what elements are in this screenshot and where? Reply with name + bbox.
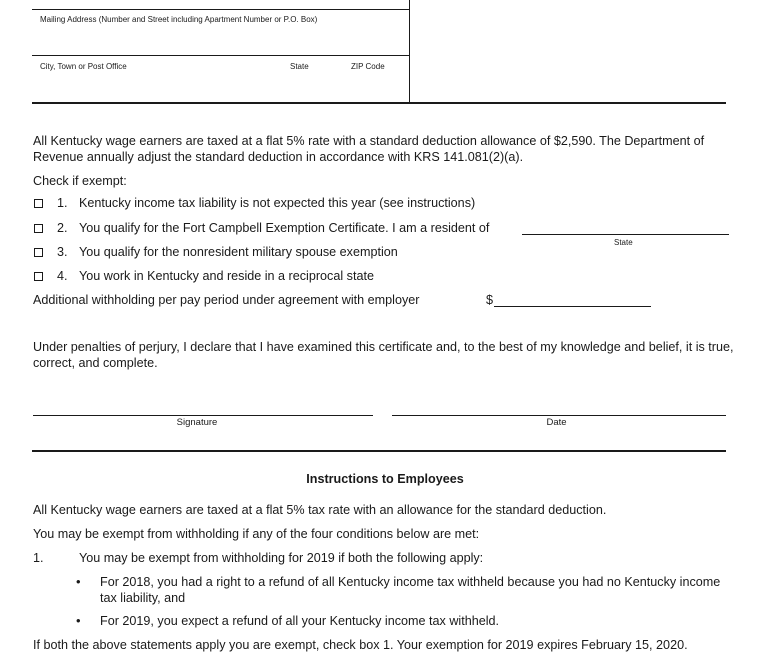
mailing-address-label: Mailing Address (Number and Street including Apartment Number or P.O. Box) bbox=[40, 15, 318, 24]
bullet-1-marker: • bbox=[76, 574, 81, 589]
exemption-2-number: 2. bbox=[57, 221, 68, 235]
state-label: State bbox=[290, 62, 309, 71]
exemption-4-number: 4. bbox=[57, 269, 68, 283]
exemption-3-number: 3. bbox=[57, 245, 68, 259]
exemption-2-text: You qualify for the Fort Campbell Exemption Certificate. I am a resident of bbox=[79, 221, 490, 235]
bullet-2-text: For 2019, you expect a refund of all your Kentucky income tax withheld. bbox=[100, 614, 500, 628]
instructions-item-1-number: 1. bbox=[33, 551, 44, 565]
date-line[interactable] bbox=[392, 415, 726, 416]
resident-state-line[interactable] bbox=[522, 234, 729, 235]
resident-state-label: State bbox=[614, 238, 633, 247]
bullet-1-text: For 2018, you had a right to a refund of all Kentucky income tax withheld because you had no Kentucky income tax liability, and bbox=[100, 575, 721, 605]
section-divider bbox=[32, 450, 726, 452]
address-top-divider bbox=[32, 9, 409, 10]
instructions-heading: Instructions to Employees bbox=[306, 472, 464, 486]
signature-label: Signature bbox=[176, 417, 218, 428]
instructions-para-1: All Kentucky wage earners are taxed at a flat 5% tax rate with an allowance for the standard deduction. bbox=[33, 503, 607, 517]
exemption-3-checkbox[interactable] bbox=[34, 248, 43, 257]
currency-symbol: $ bbox=[486, 293, 494, 307]
exemption-1-checkbox[interactable] bbox=[34, 199, 43, 208]
exemption-4-text: You work in Kentucky and reside in a reciprocal state bbox=[79, 269, 374, 283]
exemption-1-number: 1. bbox=[57, 196, 68, 210]
additional-withholding-label: Additional withholding per pay period under agreement with employer bbox=[33, 293, 420, 307]
exemption-1-text: Kentucky income tax liability is not expected this year (see instructions) bbox=[79, 196, 476, 210]
zip-label: ZIP Code bbox=[351, 62, 385, 71]
check-if-exempt-label: Check if exempt: bbox=[33, 174, 127, 188]
exemption-4-checkbox[interactable] bbox=[34, 272, 43, 281]
additional-withholding-line[interactable] bbox=[494, 306, 651, 307]
address-mid-divider bbox=[32, 55, 409, 56]
zip-field[interactable] bbox=[345, 72, 407, 100]
bullet-2-marker: • bbox=[76, 613, 81, 628]
instructions-item-1-text: You may be exempt from withholding for 2019 if both the following apply: bbox=[79, 551, 484, 565]
flat-rate-paragraph: All Kentucky wage earners are taxed at a flat 5% rate with a standard deduction allowance of $2,590. The Department of Revenue annually adjust the standard deduction in accordance with KRS 141.081(2)(a). bbox=[33, 134, 705, 164]
city-label: City, Town or Post Office bbox=[40, 62, 127, 71]
date-label: Date bbox=[546, 417, 567, 428]
instructions-closing: If both the above statements apply you are exempt, check box 1. Your exemption for 2019 expires February 15, 2020. bbox=[33, 638, 688, 652]
address-vertical-divider bbox=[409, 0, 410, 103]
exemption-3-text: You qualify for the nonresident military spouse exemption bbox=[79, 245, 398, 259]
signature-line[interactable] bbox=[33, 415, 373, 416]
exemption-2-checkbox[interactable] bbox=[34, 224, 43, 233]
state-field[interactable] bbox=[280, 72, 340, 100]
instructions-para-2: You may be exempt from withholding if any of the four conditions below are met: bbox=[33, 527, 480, 541]
perjury-declaration: Under penalties of perjury, I declare that I have examined this certificate and, to the best of my knowledge and belief, it is true, correct, and complete. bbox=[33, 340, 734, 370]
city-field[interactable] bbox=[32, 72, 272, 100]
mailing-address-field[interactable] bbox=[32, 26, 408, 54]
address-bottom-rule bbox=[32, 102, 726, 104]
